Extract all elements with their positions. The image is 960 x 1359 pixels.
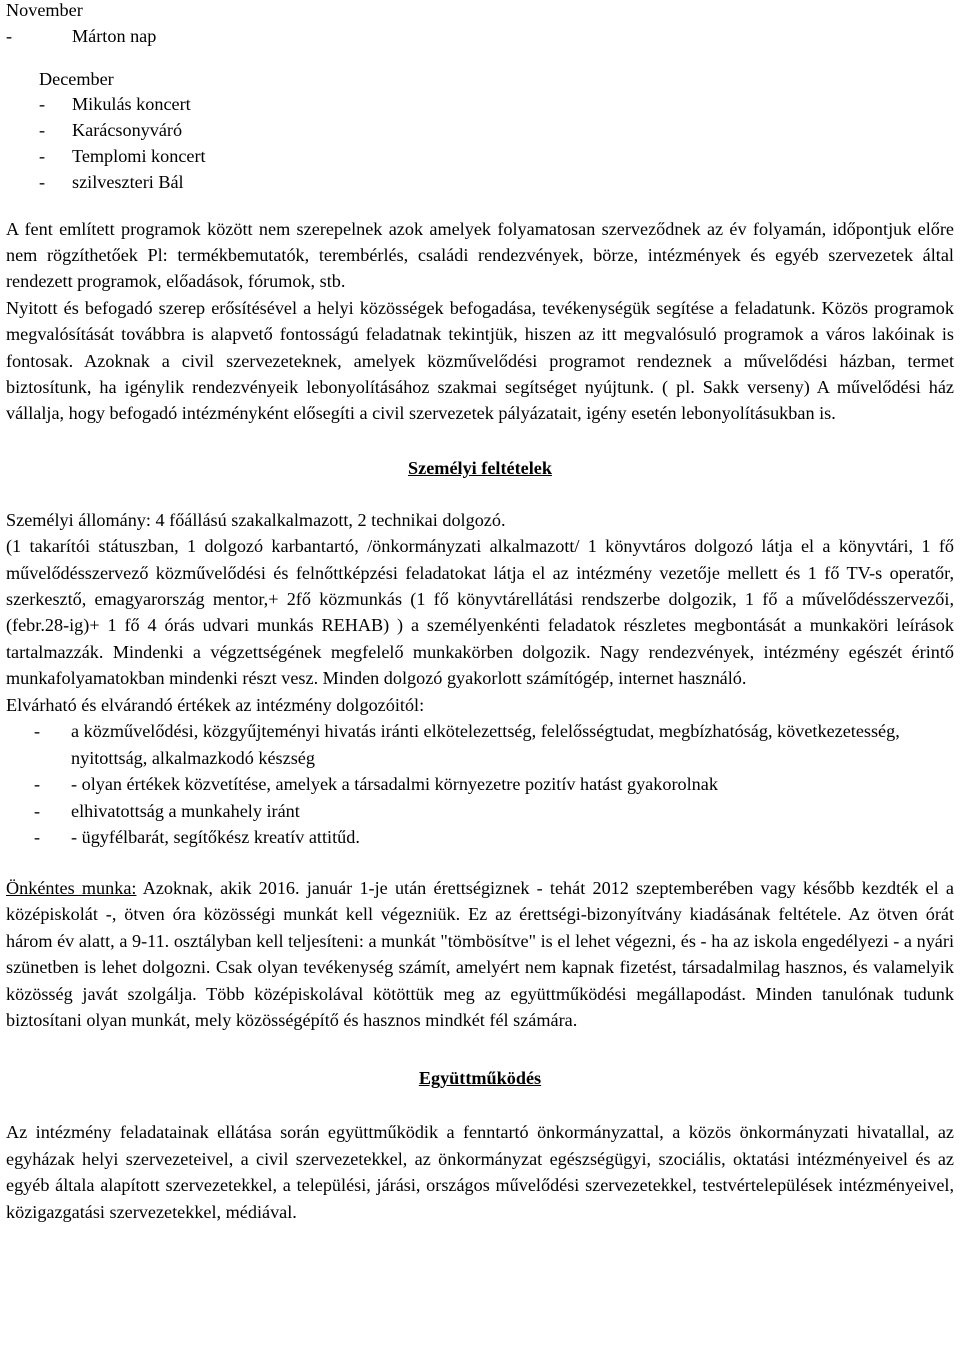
list-item: - a közművelődési, közgyűjteményi hivatás iránti elkötelezettség, felelősségtudat, megbízhatóság, következetesség, nyitottság, alkalmazkodó készség xyxy=(34,721,900,768)
paragraph-staff-details: (1 takarítói státuszban, 1 dolgozó karbantartó, /önkormányzati alkalmazott/ 1 könyvtáros dolgozó látja el a könyvtári, 1 fő művelődésszervező közművelődési és felnőttképzési feladatokat látja el az intézmény vezetője mellett és 1 fő TV-s operatőr, szerkesztő, emagyarország mentor,+ 2fő közmunkás (1 fő könyvtárellátási rendszerbe dolgozik, 1 fő a művelődésszervezői, (febr.28-ig)+ 1 fő 4 órás udvari munkás REHAB) ) a személyenkénti feladatok részletes megbontását a munkaköri leírások tartalmazzák. Mindenki a végzettségének megfelelő munkakörben dolgozik. Nagy rendezvények, intézmény egészét érintő munkafolyamatokban mindenki részt vesz. Minden dolgozó gyakorlott számítógép, internet használó. xyxy=(6,536,954,689)
list-item: - szilveszteri Bál xyxy=(39,171,184,192)
list-item: - Templomi koncert xyxy=(39,145,206,166)
paragraph-programs: A fent említett programok között nem szerepelnek azok amelyek folyamatosan szerveződnek az év folyamán, időpontjuk előre nem rögzíthetőek Pl: termékbemutatók, terembérlés, családi rendezvények, börze, intézmények és egyéb szervezetek által rendezett programok, előadások, fórumok, stb. xyxy=(6,218,954,292)
list-item: - Márton nap xyxy=(6,25,157,46)
paragraph-community: Nyitott és befogadó szerep erősítésével a helyi közösségek befogadása, tevékenységük segítése a feladatunk. Közös programok megvalósítását továbbra is alapvető fontosságú feladatnak tekintjük, hiszen az itt megvalósuló programok a város lakóinak is fontosak. Azoknak a civil szervezeteknek, amelyek közművelődési programot rendeznek a művelődési házban, termet biztosítunk, ha igénylik rendezvényeik lebonyolításához szakmai segítséget nyújtunk. ( pl. Sakk verseny) A művelődési ház vállalja, hogy befogadó intézményként elősegíti a civil szervezetek pályázatait, igény esetén lebonyolításukban is. xyxy=(6,297,954,424)
list-item: - Mikulás koncert xyxy=(39,94,191,115)
paragraph-staff-summary: Személyi állomány: 4 főállású szakalkalmazott, 2 technikai dolgozó. xyxy=(6,509,506,530)
volunteer-text: Azoknak, akik 2016. január 1-je után érettségiznek - tehát 2012 szeptemberében vagy később kezdték el a középiskolát -, ötven óra közösségi munkát kell végezniük. Ez az érettségi-bizonyítvány kiadásának feltétele. Az ötven órát három év alatt, a 9-11. osztályban kell teljesíteni: a munkát "tömbösítve" is el lehet végezni, és - ha az iskola engedélyezi - a nyári szünetben is lehet dolgozni. Csak olyan tevékenység számít, amelyért nem kapnak fizetést, társadalmilag hasznos, és valamelyik közösség javát szolgálja. Több középiskolával kötöttük meg az együttműködési megállapodást. Minden tanulónak tudunk biztosítani olyan munkát, mely közösségépítő és hasznos mindkét fél számára. xyxy=(6,878,954,1031)
values-intro: Elvárható és elvárandó értékek az intézmény dolgozóitól: xyxy=(6,694,425,715)
list-item: - elhivatottság a munkahely iránt xyxy=(34,800,300,821)
volunteer-label: Önkéntes munka: xyxy=(6,878,137,899)
month-title-december: December xyxy=(39,68,114,89)
paragraph-volunteer xyxy=(6,875,954,1033)
heading-personal-conditions: Személyi feltételek xyxy=(408,457,552,478)
paragraph-cooperation: Az intézmény feladatainak ellátása során együttműködik a fenntartó önkormányzattal, a közös önkormányzati hivatallal, az egyházak helyi szervezeteivel, a civil szervezetekkel, az önkormányzat egészségügyi, szociális, oktatási intézményeivel és az egyéb általa alapított szervezetekkel, a települési, járási, országos művelődési szervezetekkel, testvértelepülések intézményeivel, közigazgatási szervezetekkel, médiával. xyxy=(6,1122,954,1222)
list-item: - - olyan értékek közvetítése, amelyek a társadalmi környezetre pozitív hatást gyakorolnak xyxy=(34,774,718,795)
list-item: - - ügyfélbarát, segítőkész kreatív attitűd. xyxy=(34,827,360,848)
heading-cooperation: Együttműködés xyxy=(418,1068,542,1089)
list-item: - Karácsonyváró xyxy=(39,120,183,141)
month-title-november: November xyxy=(6,0,83,20)
